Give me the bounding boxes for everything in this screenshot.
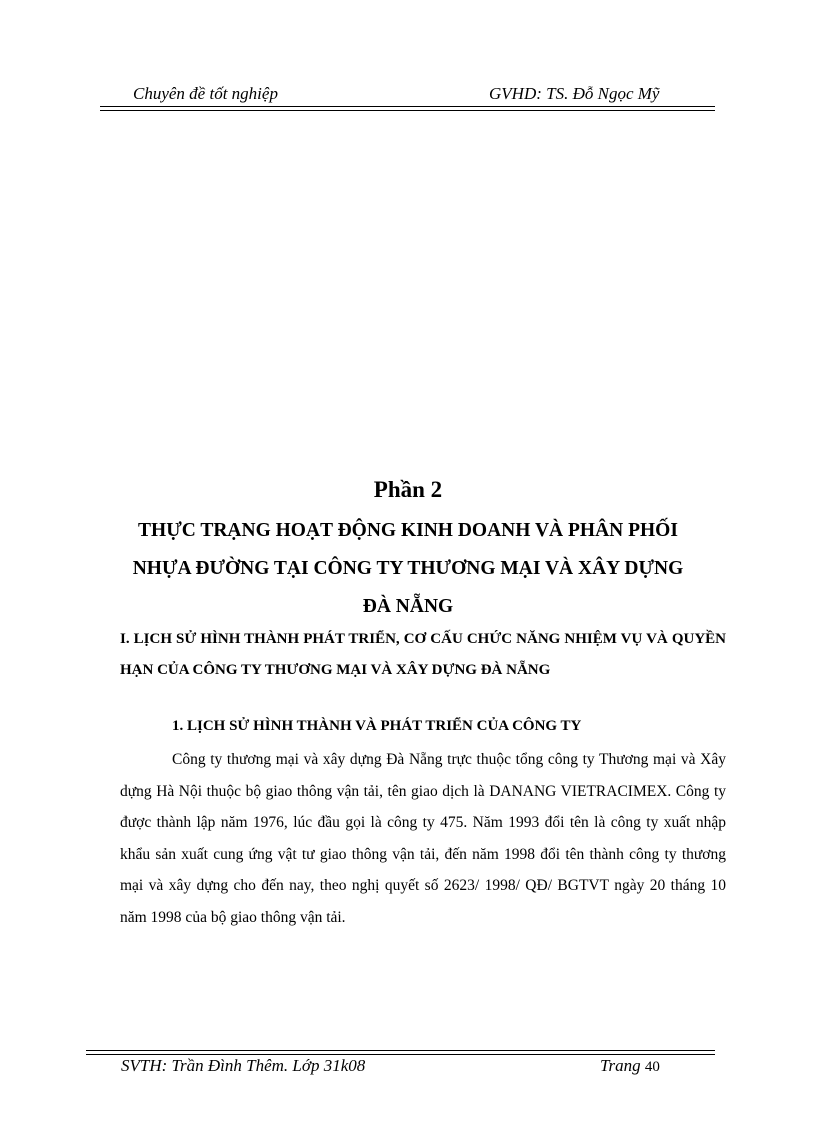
header-course-title: Chuyên đề tốt nghiệp [133, 84, 278, 103]
body-paragraph: Công ty thương mại và xây dựng Đà Nẵng trực thuộc tổng công ty Thương mại và Xây dựng Hà Nội thuộc bộ giao thông vận tải, tên giao dịch là DANANG VIETRACIMEX. Công ty được thành lập năm 1976, lúc đầu gọi là công ty 475. Năm 1993 đổi tên là công ty xuất nhập khẩu sản xuất cung ứng vật tư giao thông vận tải, đến năm 1998 đổi tên thành công ty thương mại và xây dựng cho đến nay, theo nghị quyết số 2623/ 1998/ QĐ/ BGTVT ngày 20 tháng 10 năm 1998 của bộ giao thông vận tải. [120, 751, 726, 926]
chapter-title: THỰC TRẠNG HOẠT ĐỘNG KINH DOANH VÀ PHÂN PHỐI NHỰA ĐƯỜNG TẠI CÔNG TY THƯƠNG MẠI VÀ XÂY DỰNG ĐÀ NẴNG [132, 520, 684, 617]
subsection-heading: 1. LỊCH SỬ HÌNH THÀNH VÀ PHÁT TRIỂN CỦA CÔNG TY [172, 718, 582, 734]
part-title: Phần 2 [373, 477, 443, 502]
page-number: 40 [644, 1059, 660, 1075]
section-heading: I. LỊCH SỬ HÌNH THÀNH PHÁT TRIỂN, CƠ CẤU CHỨC NĂNG NHIỆM VỤ VÀ QUYỀN HẠN CỦA CÔNG TY THƯƠNG MẠI VÀ XÂY DỰNG ĐÀ NẴNG [120, 631, 726, 678]
header-divider [100, 106, 715, 111]
footer-student: SVTH: Trần Đình Thêm. Lớp 31k08 [121, 1056, 366, 1075]
footer-divider [86, 1050, 715, 1055]
footer-page [600, 1056, 660, 1076]
page-label: Trang [600, 1056, 641, 1075]
header-supervisor: GVHD: TS. Đỗ Ngọc Mỹ [489, 84, 660, 103]
